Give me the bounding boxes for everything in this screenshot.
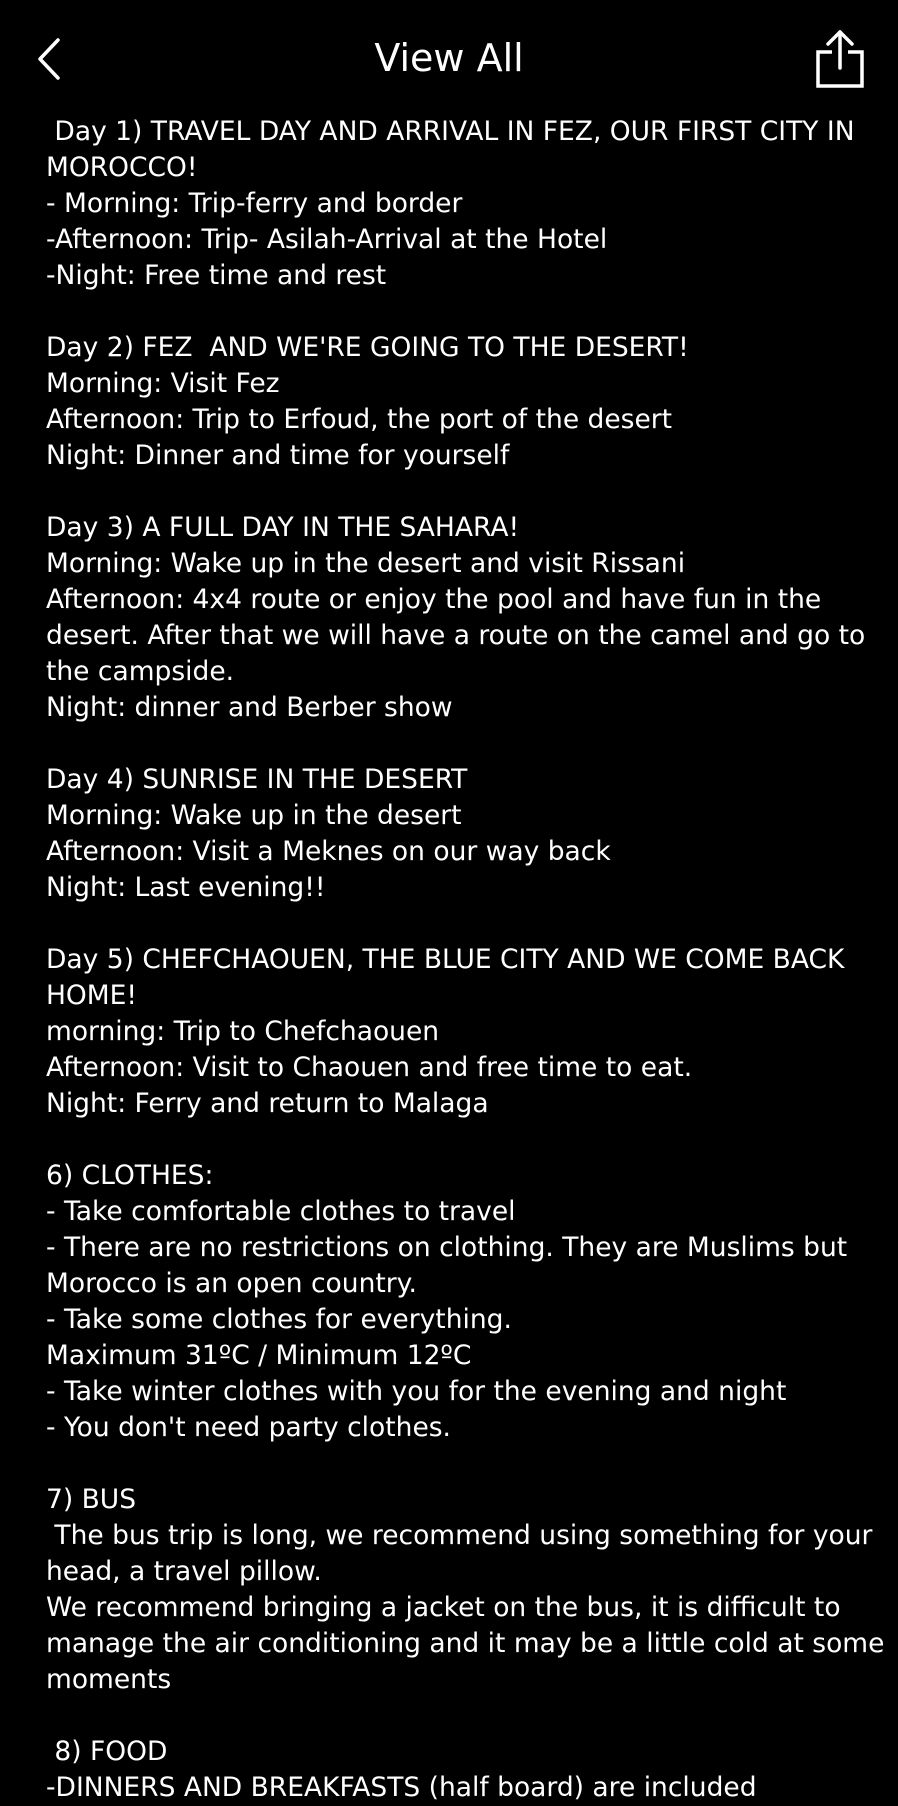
text-line: HOME! (46, 980, 138, 1011)
text-line: - Take winter clothes with you for the evening and night (46, 1376, 787, 1407)
text-line: Day 4) SUNRISE IN THE DESERT (46, 764, 468, 795)
share-button[interactable] (812, 26, 868, 90)
text-line: -Afternoon: Trip- Asilah-Arrival at the Hotel (46, 224, 608, 255)
text-line: Afternoon: 4x4 route or enjoy the pool and have fun in the (46, 584, 822, 615)
blank-line (46, 294, 856, 330)
text-line: manage the air conditioning and it may be a little cold at some (46, 1628, 885, 1659)
text-line: MOROCCO! (46, 152, 198, 183)
text-line: - Take comfortable clothes to travel (46, 1196, 516, 1227)
blank-line (46, 474, 856, 510)
text-line: - Take some clothes for everything. (46, 1304, 512, 1335)
text-line: Maximum 31ºC / Minimum 12ºC (46, 1340, 472, 1371)
page-title: View All (374, 36, 524, 80)
itinerary-text (46, 114, 885, 1806)
text-line: - You don't need party clothes. (46, 1412, 451, 1443)
header (0, 0, 898, 118)
text-line: We recommend bringing a jacket on the bus, it is difficult to (46, 1592, 841, 1623)
text-line: Afternoon: Visit to Chaouen and free time to eat. (46, 1052, 693, 1083)
text-line: Afternoon: Trip to Erfoud, the port of the desert (46, 404, 673, 435)
blank-line (46, 726, 856, 762)
text-line: Night: Last evening!! (46, 872, 326, 903)
text-line: Day 1) TRAVEL DAY AND ARRIVAL IN FEZ, OUR FIRST CITY IN (46, 116, 855, 147)
text-line: Night: Ferry and return to Malaga (46, 1088, 489, 1119)
text-line: Night: dinner and Berber show (46, 692, 453, 723)
blank-line (46, 1122, 856, 1158)
text-line: moments (46, 1664, 172, 1695)
text-line: Morning: Wake up in the desert (46, 800, 462, 831)
text-line: -DINNERS AND BREAKFASTS (half board) are included (46, 1772, 757, 1803)
blank-line (46, 1698, 856, 1734)
text-line: - Morning: Trip-ferry and border (46, 188, 463, 219)
text-line: head, a travel pillow. (46, 1556, 322, 1587)
blank-line (46, 1446, 856, 1482)
text-line: Day 3) A FULL DAY IN THE SAHARA! (46, 512, 520, 543)
text-line: 8) FOOD (46, 1736, 168, 1767)
text-line: the campside. (46, 656, 235, 687)
text-line: Morning: Visit Fez (46, 368, 280, 399)
text-line: Day 5) CHEFCHAOUEN, THE BLUE CITY AND WE COME BACK (46, 944, 845, 975)
text-line: Day 2) FEZ AND WE'RE GOING TO THE DESERT! (46, 332, 689, 363)
text-line: 7) BUS (46, 1484, 137, 1515)
text-line: morning: Trip to Chefchaouen (46, 1016, 440, 1047)
blank-line (46, 906, 856, 942)
text-line: 6) CLOTHES: (46, 1160, 214, 1191)
text-line: desert. After that we will have a route on the camel and go to (46, 620, 866, 651)
share-icon (812, 26, 868, 90)
text-line: Night: Dinner and time for yourself (46, 440, 510, 471)
text-line: -Night: Free time and rest (46, 260, 387, 291)
text-line: Morocco is an open country. (46, 1268, 417, 1299)
text-line: Morning: Wake up in the desert and visit Rissani (46, 548, 686, 579)
text-line: Afternoon: Visit a Meknes on our way back (46, 836, 611, 867)
text-line: - There are no restrictions on clothing. They are Muslims but (46, 1232, 848, 1263)
text-line: The bus trip is long, we recommend using something for your (46, 1520, 873, 1551)
